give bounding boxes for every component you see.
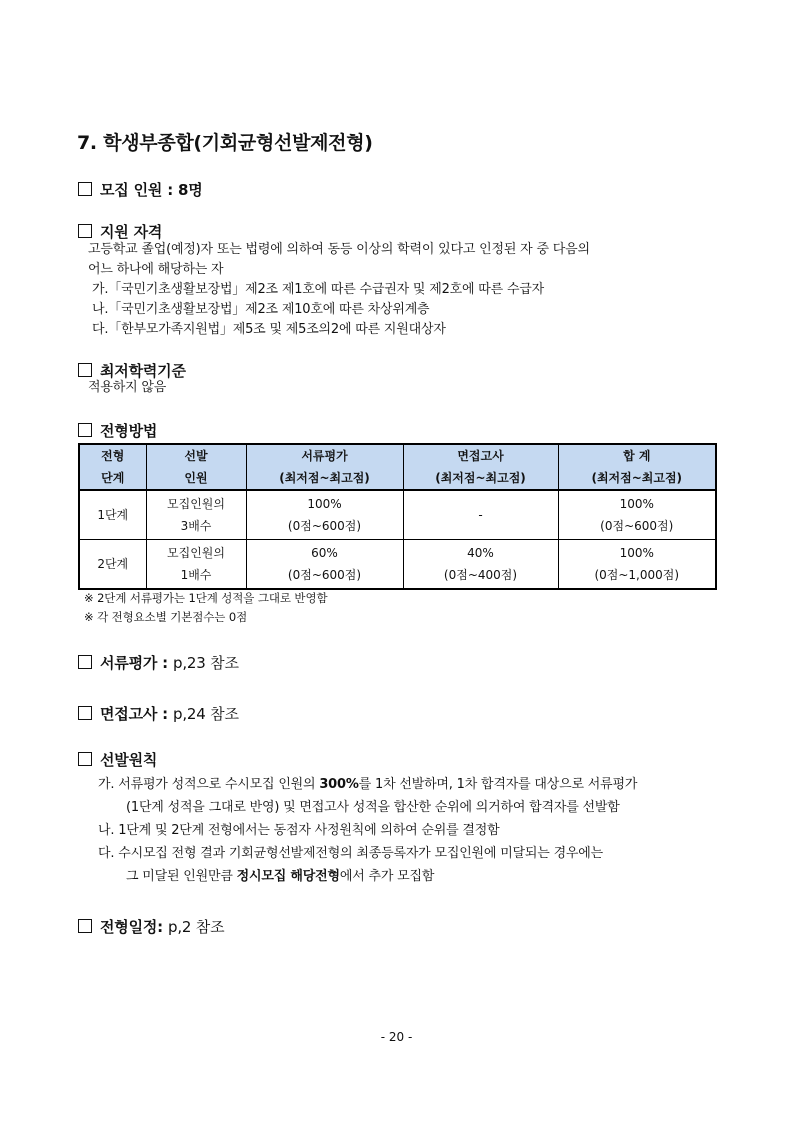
cell-document: 100% (0점~600점)	[246, 490, 403, 540]
selection-item-na: 나. 1단계 및 2단계 전형에서는 동점자 사정원칙에 의하여 순위를 결정함	[98, 823, 500, 838]
table-row	[79, 490, 716, 540]
section-interview	[78, 703, 239, 724]
selection-item-ga-cont: (1단계 성적을 그대로 반영) 및 면접고사 성적을 합산한 순위에 의거하여 합격자를 선발함	[126, 800, 620, 815]
checkbox-square-icon	[78, 224, 92, 238]
eligibility-item: 다.「한부모가족지원법」제5조 및 제5조의2에 따른 지원대상자	[92, 322, 446, 337]
checkbox-square-icon	[78, 182, 92, 196]
cell-selection: 모집인원의 3배수	[146, 490, 246, 540]
selection-item-ga: 가. 서류평가 성적으로 수시모집 인원의 300%를 1차 선발하며, 1차 합격자를 대상으로 서류평가	[98, 777, 638, 792]
eligibility-intro-line1: 고등학교 졸업(예정)자 또는 법령에 의하여 동등 이상의 학력이 있다고 인정된 자 중 다음의	[88, 242, 590, 257]
checkbox-square-icon	[78, 363, 92, 377]
checkbox-square-icon	[78, 655, 92, 669]
header-interview: 면접고사 (최저점~최고점)	[403, 444, 558, 490]
eligibility-heading: 지원 자격	[100, 223, 163, 241]
header-total: 합 계 (최저점~최고점)	[558, 444, 716, 490]
section-eligibility	[78, 221, 162, 242]
checkbox-square-icon	[78, 752, 92, 766]
cell-interview: -	[403, 490, 558, 540]
cell-selection: 모집인원의 1배수	[146, 540, 246, 590]
minimum-heading: 최저학력기준	[100, 362, 186, 380]
eligibility-list	[92, 280, 544, 340]
section-recruit	[78, 179, 203, 200]
section-doc-eval	[78, 652, 239, 673]
interview-heading: 면접고사 :	[100, 705, 168, 723]
minimum-text: 적용하지 않음	[88, 380, 167, 395]
interview-ref: p,24 참조	[173, 705, 239, 723]
doc-eval-heading: 서류평가 :	[100, 654, 168, 672]
schedule-ref: p,2 참조	[168, 918, 225, 936]
checkbox-square-icon	[78, 706, 92, 720]
cell-stage: 1단계	[79, 490, 146, 540]
eligibility-item: 나.「국민기초생활보장법」제2조 제10호에 따른 차상위계층	[92, 302, 430, 317]
selection-list	[98, 773, 637, 888]
cell-total: 100% (0점~600점)	[558, 490, 716, 540]
eligibility-item: 가.「국민기초생활보장법」제2조 제1호에 따른 수급권자 및 제2호에 따른 수급자	[92, 282, 545, 297]
eligibility-intro	[88, 240, 590, 280]
checkbox-square-icon	[78, 423, 92, 437]
selection-item-da: 다. 수시모집 전형 결과 기회균형선발제전형의 최종등록자가 모집인원에 미달되는 경우에는	[98, 846, 603, 861]
cell-stage: 2단계	[79, 540, 146, 590]
schedule-heading: 전형일정:	[100, 918, 163, 936]
selection-heading: 선발원칙	[100, 751, 158, 769]
section-schedule	[78, 916, 224, 937]
table-note: ※ 각 전형요소별 기본점수는 0점	[84, 610, 248, 624]
recruit-value: 8명	[178, 181, 203, 199]
method-heading: 전형방법	[100, 422, 158, 440]
header-selection: 선발 인원	[146, 444, 246, 490]
selection-item-da-cont: 그 미달된 인원만큼 정시모집 해당전형에서 추가 모집함	[126, 869, 435, 884]
table-note: ※ 2단계 서류평가는 1단계 성적을 그대로 반영함	[84, 591, 328, 605]
cell-interview: 40% (0점~400점)	[403, 540, 558, 590]
cell-total: 100% (0점~1,000점)	[558, 540, 716, 590]
method-table	[78, 443, 717, 590]
cell-document: 60% (0점~600점)	[246, 540, 403, 590]
section-method	[78, 420, 157, 441]
page-title: 7. 학생부종합(기회균형선발제전형)	[77, 132, 373, 154]
header-document: 서류평가 (최저점~최고점)	[246, 444, 403, 490]
doc-eval-ref: p,23 참조	[173, 654, 239, 672]
section-selection	[78, 749, 157, 770]
header-stage: 전형 단계	[79, 444, 146, 490]
eligibility-intro-line2: 어느 하나에 해당하는 자	[88, 262, 224, 277]
checkbox-square-icon	[78, 919, 92, 933]
table-header-row	[79, 444, 716, 490]
recruit-label: 모집 인원 :	[100, 181, 174, 199]
table-row	[79, 540, 716, 590]
page-number: - 20 -	[380, 1030, 413, 1044]
